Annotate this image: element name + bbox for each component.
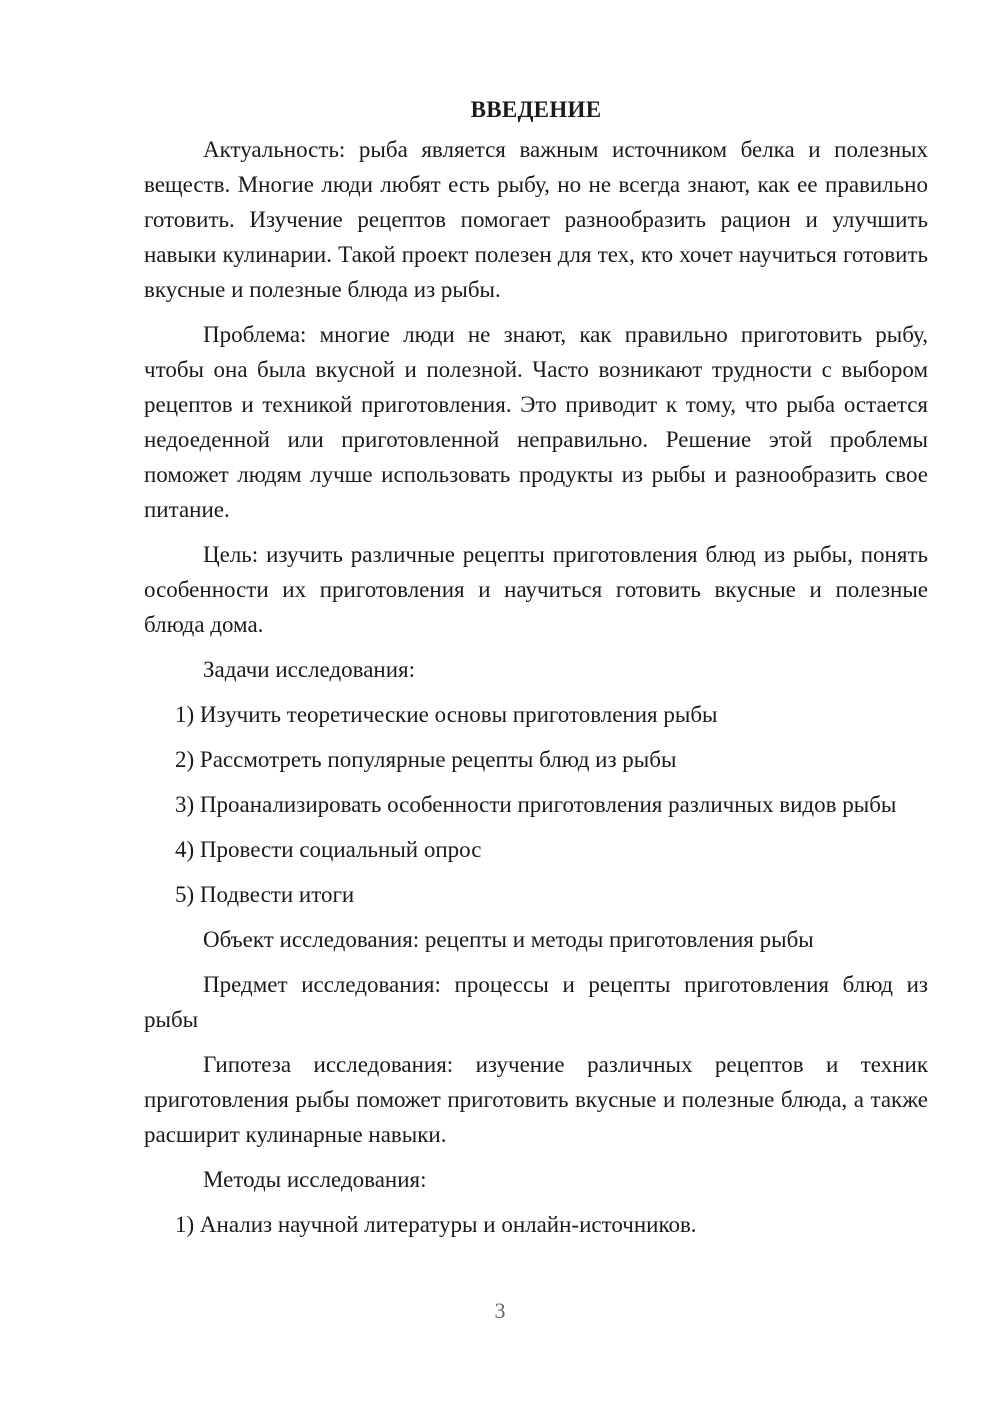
method-item-1: 1) Анализ научной литературы и онлайн-источников. (175, 1212, 697, 1237)
goal-paragraph: Цель: изучить различные рецепты приготовления блюд из рыбы, понять особенности их приготовления и научиться готовить вкусные и полезные блюда дома. (144, 542, 928, 637)
task-item-2: 2) Рассмотреть популярные рецепты блюд из рыбы (175, 747, 677, 772)
section-title: ВВЕДЕНИЕ (470, 97, 602, 122)
task-item-4: 4) Провести социальный опрос (175, 837, 482, 862)
methods-heading: Методы исследования: (203, 1167, 427, 1192)
tasks-heading: Задачи исследования: (203, 657, 416, 682)
task-item-3: 3) Проанализировать особенности приготовления различных видов рыбы (175, 792, 897, 817)
task-item-5: 5) Подвести итоги (175, 882, 355, 907)
page-number: 3 (494, 1298, 506, 1323)
subject-paragraph: Предмет исследования: процессы и рецепты приготовления блюд из рыбы (144, 972, 928, 1032)
problem-paragraph: Проблема: многие люди не знают, как правильно приготовить рыбу, чтобы она была вкусной и полезной. Часто возникают трудности с выбором рецептов и техникой приготовления. Это приводит к тому, что рыба остается недоеденной или приготовленной неправильно. Решение этой проблемы поможет людям лучше использовать продукты из рыбы и разнообразить свое питание. (144, 322, 928, 522)
relevance-paragraph: Актуальность: рыба является важным источником белка и полезных веществ. Многие люди любят есть рыбу, но не всегда знают, как ее правильно готовить. Изучение рецептов помогает разнообразить рацион и улучшить навыки кулинарии. Такой проект полезен для тех, кто хочет научиться готовить вкусные и полезные блюда из рыбы. (144, 137, 928, 302)
task-item-1: 1) Изучить теоретические основы приготовления рыбы (175, 702, 718, 727)
hypothesis-paragraph: Гипотеза исследования: изучение различных рецептов и техник приготовления рыбы поможет приготовить вкусные и полезные блюда, а также расширит кулинарные навыки. (144, 1052, 928, 1147)
document-page (144, 92, 928, 1252)
object-paragraph: Объект исследования: рецепты и методы приготовления рыбы (203, 927, 814, 952)
